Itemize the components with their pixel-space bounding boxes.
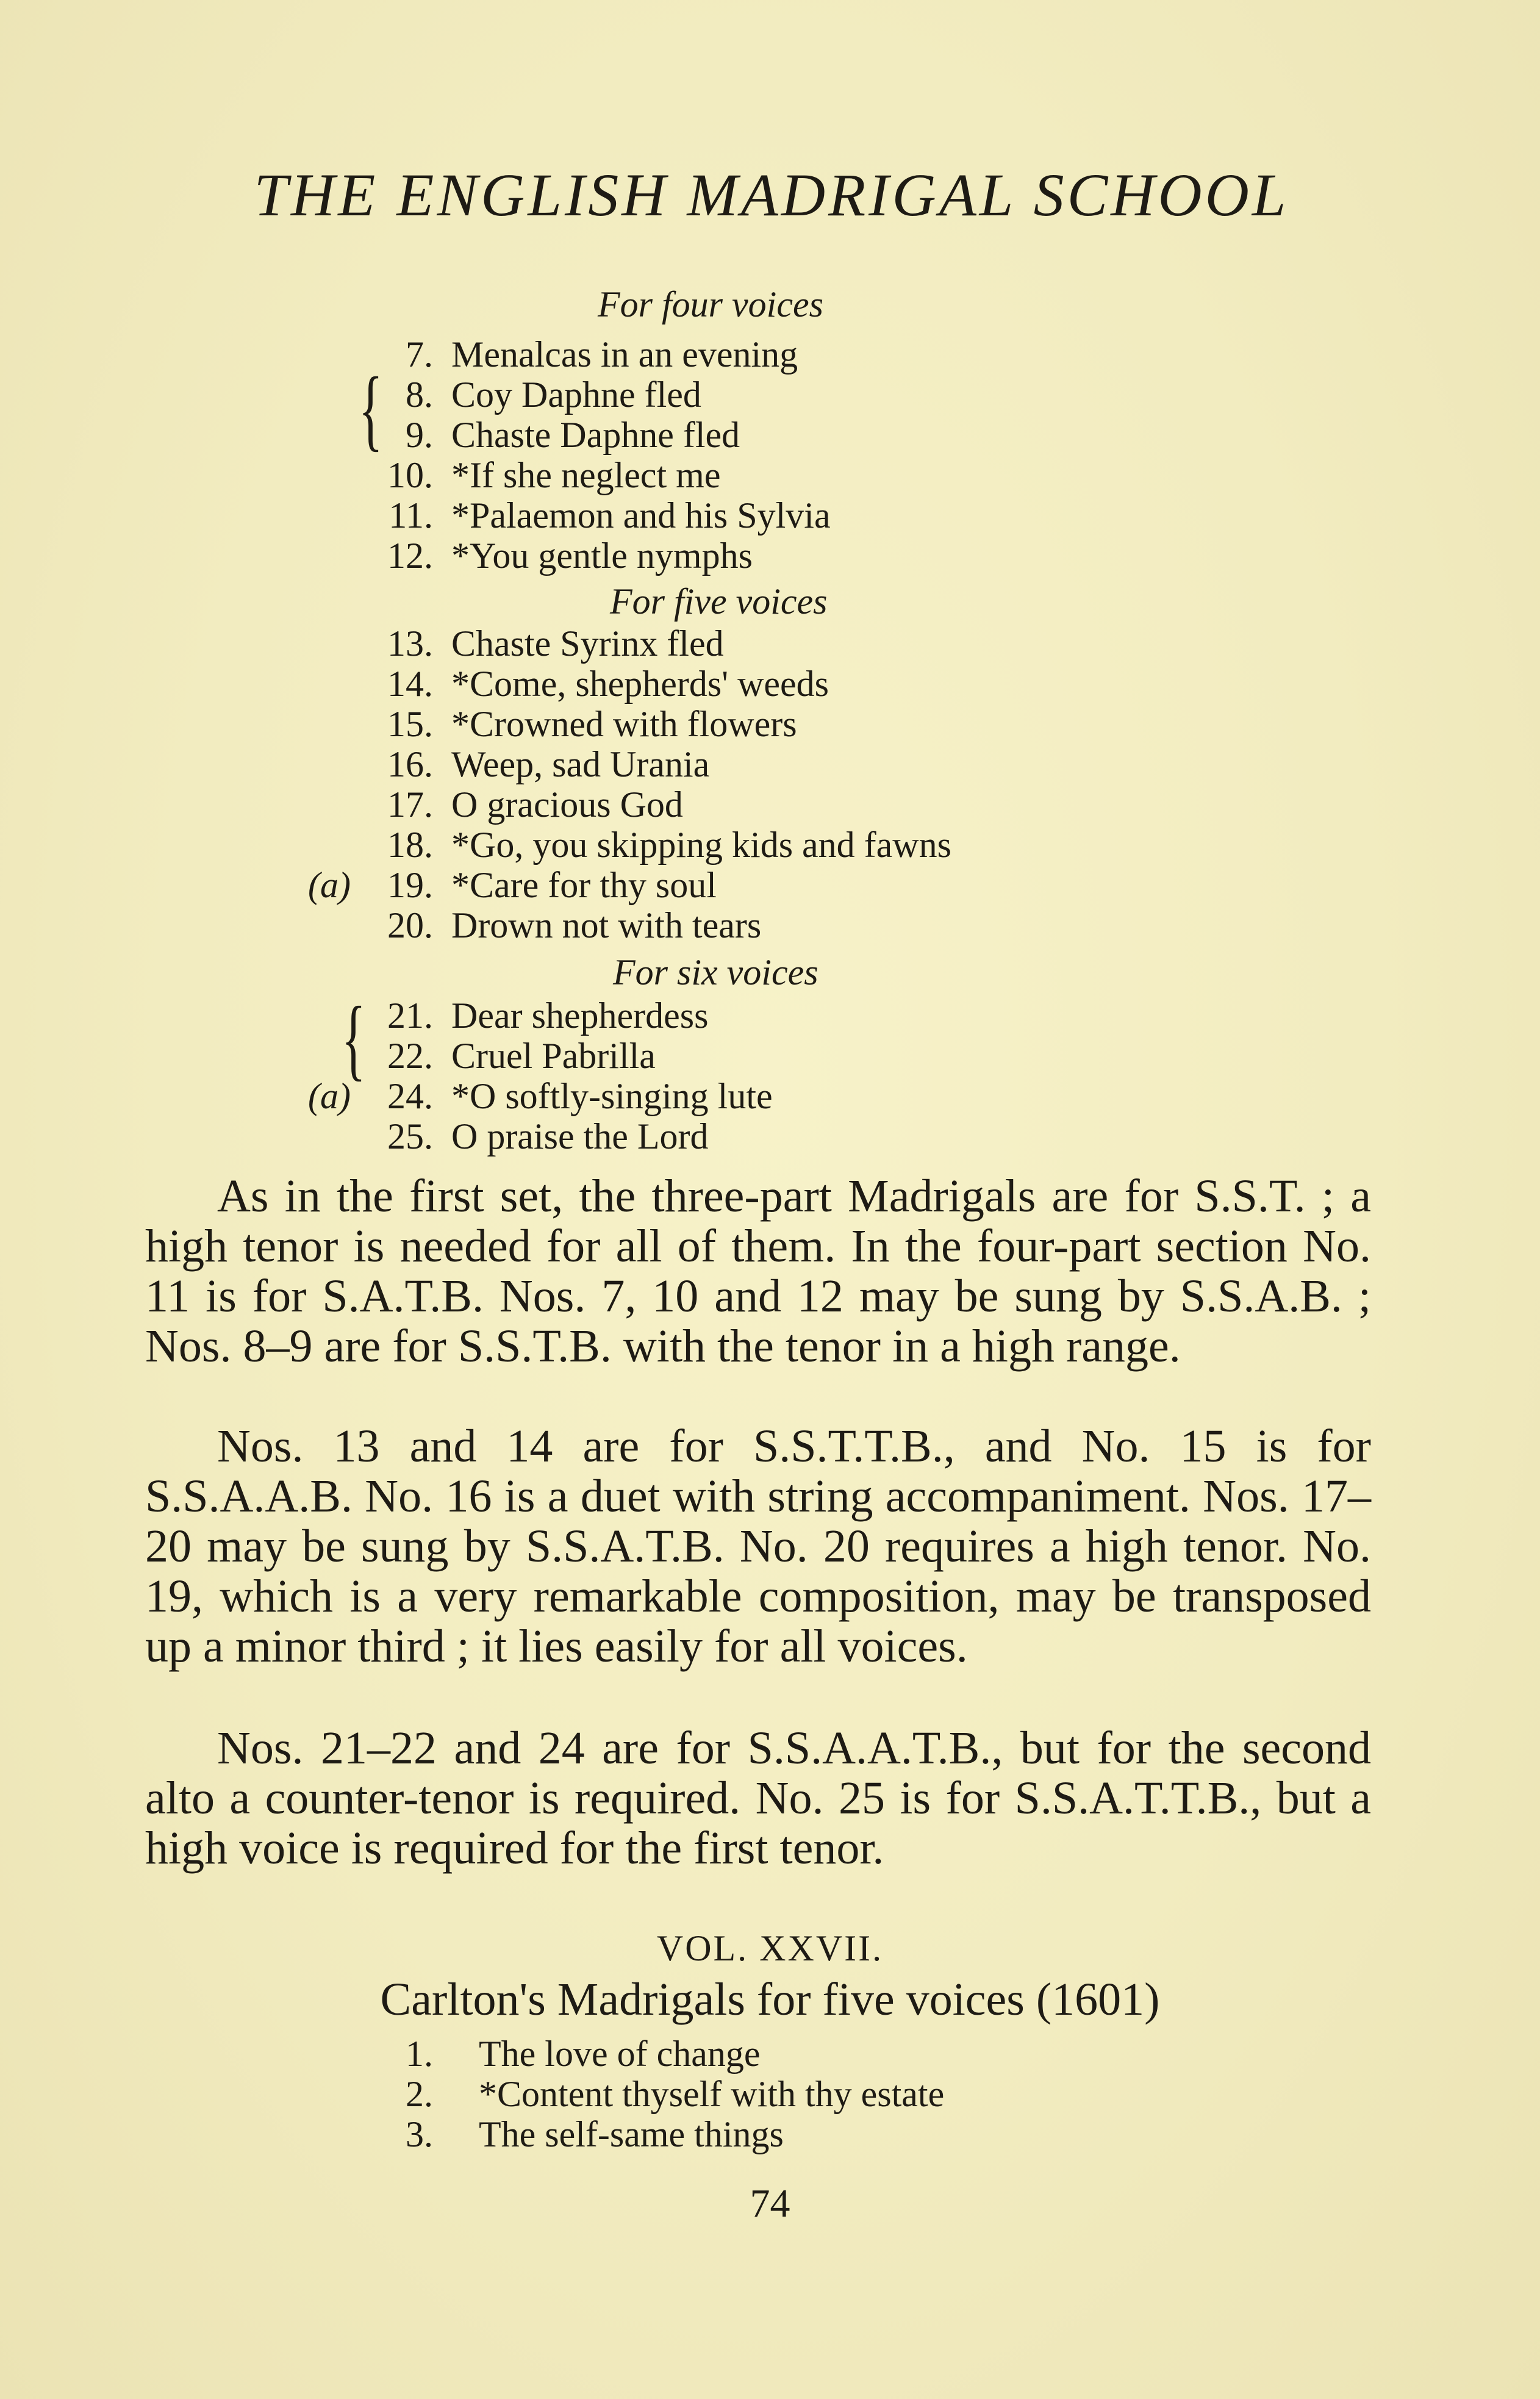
brace-21-22: {: [342, 988, 366, 1089]
item-title: Chaste Daphne fled: [451, 415, 740, 455]
page-number: 74: [750, 2181, 790, 2226]
body-paragraph: Nos. 21–22 and 24 are for S.S.A.A.T.B., but for the second alto a counter-tenor is required. No. 25 is for S.S.A.T.T.B., but a high voice is required for the first tenor.: [145, 1723, 1371, 1874]
item-number: 22.: [387, 1036, 433, 1076]
item-title: Chaste Syrinx fled: [451, 623, 724, 664]
item-number: 15.: [387, 704, 433, 744]
item-number: 17.: [387, 784, 433, 825]
item-number: 24.: [387, 1076, 433, 1116]
running-head: THE ENGLISH MADRIGAL SCHOOL: [254, 161, 1289, 229]
item-number: 11.: [389, 495, 433, 536]
item-title: *You gentle nymphs: [451, 536, 753, 576]
item-number: 14.: [387, 664, 433, 704]
item-title: *Go, you skipping kids and fawns: [451, 825, 951, 865]
item-title: Coy Daphne fled: [451, 375, 701, 415]
item-title: Cruel Pabrilla: [451, 1036, 656, 1076]
item-title: *Come, shepherds' weeds: [451, 664, 829, 704]
item-title: *Crowned with flowers: [451, 704, 797, 744]
section-heading-four-voices: For four voices: [598, 284, 823, 325]
item-title: *Palaemon and his Sylvia: [451, 495, 831, 536]
item-number: 19.: [387, 865, 433, 905]
item-number: 2.: [406, 2074, 433, 2114]
item-mark: (a): [308, 865, 351, 905]
item-number: 12.: [387, 536, 433, 576]
item-number: 7.: [406, 334, 433, 375]
item-title: The love of change: [479, 2034, 761, 2074]
volume-subtitle: Carlton's Madrigals for five voices (1601): [380, 1974, 1160, 2025]
item-number: 9.: [406, 415, 433, 455]
item-title: *O softly-singing lute: [451, 1076, 773, 1116]
item-title: Menalcas in an evening: [451, 334, 798, 375]
item-title: Dear shepherdess: [451, 995, 709, 1036]
item-title: The self-same things: [479, 2114, 784, 2154]
brace-8-9: {: [359, 359, 383, 460]
item-title: *Care for thy soul: [451, 865, 717, 905]
body-paragraph: Nos. 13 and 14 are for S.S.T.T.B., and No. 15 is for S.S.A.A.B. No. 16 is a duet with string accompaniment. Nos. 17–20 may be sung by S.S.A.T.B. No. 20 requires a high tenor. No. 19, which is a very remarkable composition, may be transposed up a minor third ; it lies easily for all voices.: [145, 1421, 1371, 1672]
section-heading-six-voices: For six voices: [613, 952, 818, 992]
item-number: 13.: [387, 623, 433, 664]
item-number: 1.: [406, 2034, 433, 2074]
item-title: *Content thyself with thy estate: [479, 2074, 945, 2114]
section-heading-five-voices: For five voices: [610, 581, 828, 622]
item-number: 3.: [406, 2114, 433, 2154]
body-paragraph: As in the first set, the three-part Madrigals are for S.S.T. ; a high tenor is needed for all of them. In the four-part section No. 11 is for S.A.T.B. Nos. 7, 10 and 12 may be sung by S.S.A.B. ; Nos. 8–9 are for S.S.T.B. with the tenor in a high range.: [145, 1171, 1371, 1372]
item-title: Drown not with tears: [451, 905, 762, 945]
item-title: O gracious God: [451, 784, 683, 825]
item-title: O praise the Lord: [451, 1116, 709, 1156]
item-number: 21.: [387, 995, 433, 1036]
item-title: Weep, sad Urania: [451, 744, 710, 784]
item-title: *If she neglect me: [451, 455, 721, 495]
item-number: 20.: [387, 905, 433, 945]
item-number: 10.: [387, 455, 433, 495]
item-number: 18.: [387, 825, 433, 865]
item-number: 25.: [387, 1116, 433, 1156]
item-mark: (a): [308, 1076, 351, 1116]
volume-heading: VOL. XXVII.: [656, 1928, 884, 1968]
item-number: 8.: [406, 375, 433, 415]
item-number: 16.: [387, 744, 433, 784]
